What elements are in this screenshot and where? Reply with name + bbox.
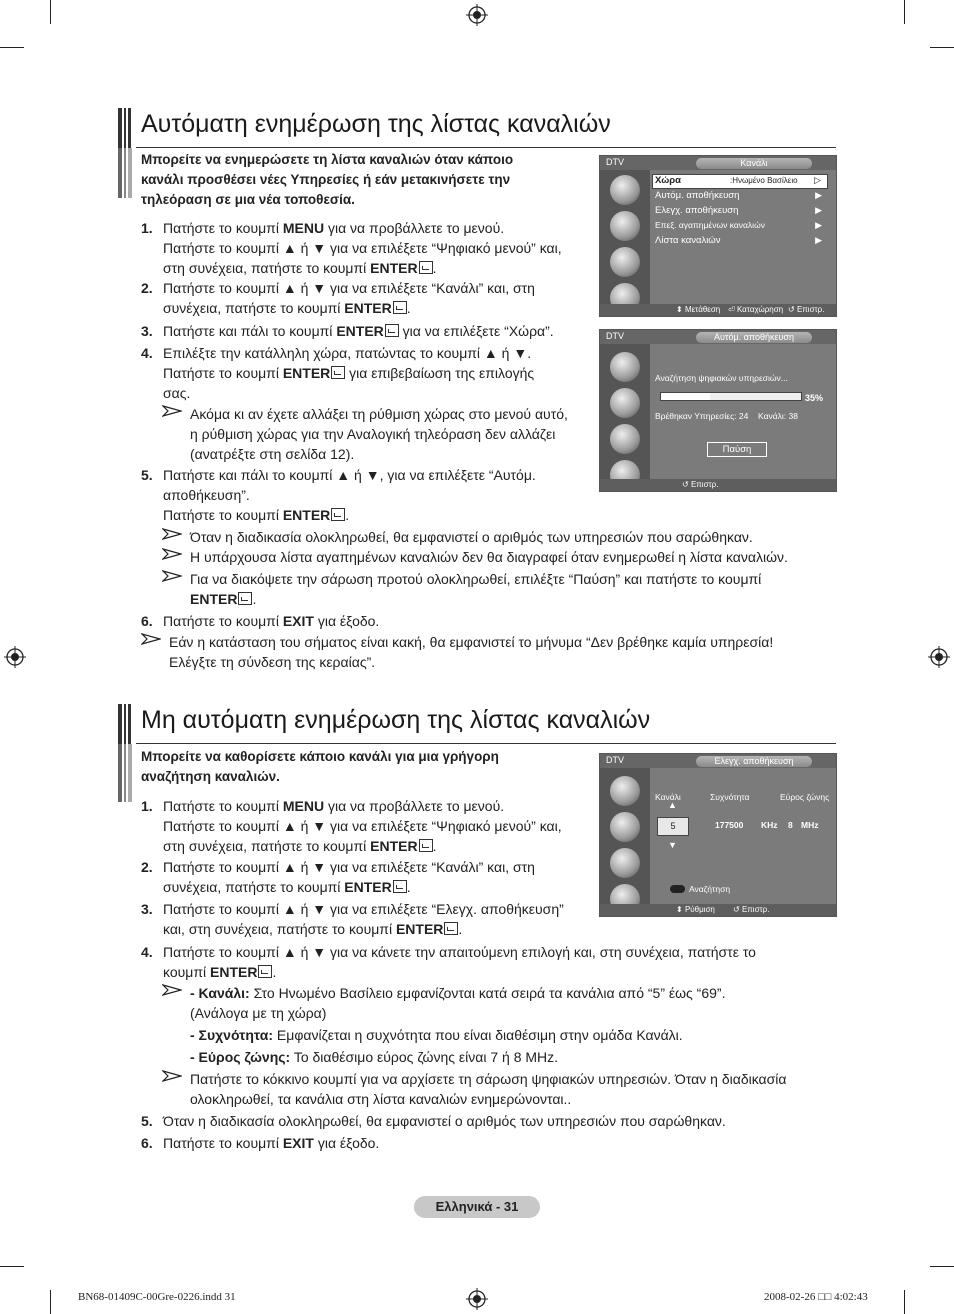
note-arrow-icon bbox=[162, 1070, 182, 1082]
note-arrow-icon bbox=[162, 570, 182, 582]
section-header bbox=[118, 108, 836, 148]
input-icon bbox=[610, 776, 640, 806]
page-number: Ελληνικά - 31 bbox=[414, 1196, 540, 1218]
arrow-up-icon[interactable]: ▲ bbox=[668, 800, 677, 810]
picture-icon bbox=[610, 211, 640, 241]
menu-item-manual-store[interactable]: Ελεγχ. αποθήκευση bbox=[655, 205, 739, 216]
note-arrow-icon bbox=[162, 984, 182, 996]
sound-icon bbox=[610, 247, 640, 277]
osd-manual-store: DTV Ελεγχ. αποθήκευση Κανάλι Συχνότητα Εύρος ζώνης ▲ 5 ▼ 177500 KHz 8 MHz Αναζήτηση ⬍ Ρύθμιση ↺ Επιστρ. bbox=[599, 753, 837, 917]
registration-mark-icon bbox=[466, 4, 488, 26]
enter-icon bbox=[393, 880, 407, 893]
section-title: Αυτόματη ενημέρωση της λίστας καναλιών bbox=[141, 110, 611, 138]
menu-item-auto-store[interactable]: Αυτόμ. αποθήκευση bbox=[655, 190, 740, 201]
input-icon bbox=[610, 175, 640, 205]
sound-icon bbox=[610, 848, 640, 878]
registration-mark-icon bbox=[4, 646, 26, 668]
arrow-down-icon[interactable]: ▼ bbox=[668, 840, 677, 850]
section-intro: Μπορείτε να ενημερώσετε τη λίστα καναλιών όταν κάποιο κανάλι προσθέσει νέες Υπηρεσίες ή εάν μετακινήσετε την τηλεόραση σε μια νέα τοποθεσία. bbox=[141, 152, 514, 207]
menu-item-edit-favourites[interactable]: Επεξ. αγαπημένων καναλιών bbox=[655, 220, 765, 230]
enter-icon bbox=[393, 301, 407, 314]
pause-button[interactable]: Παύση bbox=[707, 442, 767, 457]
section-title: Μη αυτόματη ενημέρωση της λίστας καναλιών bbox=[141, 706, 651, 734]
progress-bar bbox=[660, 392, 802, 401]
enter-icon bbox=[238, 592, 252, 605]
input-icon bbox=[610, 352, 640, 382]
menu-item-channel-list[interactable]: Λίστα καναλιών bbox=[655, 235, 721, 246]
red-button-icon bbox=[670, 885, 685, 893]
enter-icon bbox=[331, 508, 345, 521]
enter-icon bbox=[419, 261, 433, 274]
sound-icon bbox=[610, 424, 640, 454]
picture-icon bbox=[610, 388, 640, 418]
osd-channel-menu: DTV Κανάλι Χώρα :Ηνωμένο Βασίλειο ▷ Αυτόμ. αποθήκευση Ελεγχ. αποθήκευση Επεξ. αγαπημένων καναλιών Λίστα καναλιών ▶ ▶ ▶ ▶ ⬍ Μετάθεση ⏎ Καταχώρηση ↺ Επιστρ. bbox=[599, 155, 837, 317]
osd-auto-store: DTV Αυτόμ. αποθήκευση Αναζήτηση ψηφιακών υπηρεσιών... 35% Βρέθηκαν Υπηρεσίες: 24 Κανάλι: 38 Παύση ↺ Επιστρ. bbox=[599, 329, 837, 492]
note-arrow-icon bbox=[162, 405, 182, 417]
registration-mark-icon bbox=[466, 1288, 488, 1310]
enter-icon bbox=[258, 965, 272, 978]
note-arrow-icon bbox=[141, 633, 161, 645]
enter-icon bbox=[444, 922, 458, 935]
picture-icon bbox=[610, 812, 640, 842]
section-header bbox=[118, 704, 836, 744]
print-date: 2008-02-26 □□ 4:02:43 bbox=[764, 1291, 868, 1303]
search-button[interactable]: Αναζήτηση bbox=[689, 884, 731, 894]
enter-icon bbox=[331, 366, 345, 379]
channel-input[interactable]: 5 bbox=[657, 817, 689, 836]
enter-icon bbox=[385, 324, 399, 337]
note-arrow-icon bbox=[162, 548, 182, 560]
section-intro: Μπορείτε να καθορίσετε κάποιο κανάλι για μια γρήγορη αναζήτηση καναλιών. bbox=[141, 749, 499, 784]
registration-mark-icon bbox=[928, 646, 950, 668]
enter-icon bbox=[419, 839, 433, 852]
note-arrow-icon bbox=[162, 528, 182, 540]
file-info: BN68-01409C-00Gre-0226.indd 31 bbox=[78, 1291, 236, 1303]
